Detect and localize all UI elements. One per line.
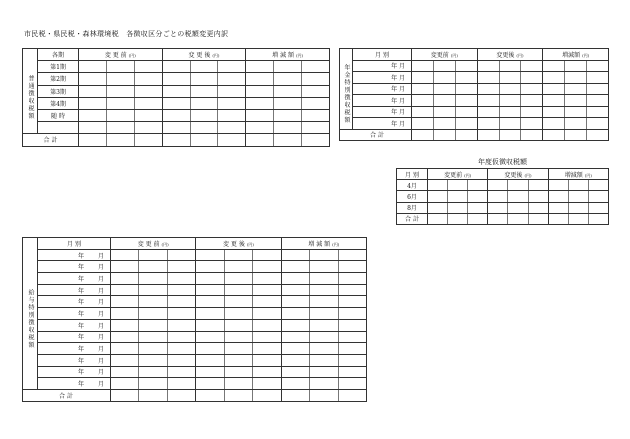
amount-cell (162, 134, 246, 146)
col-before: 変更前 (円) (428, 169, 488, 180)
col-before: 変 更 前 (円) (79, 49, 163, 61)
month-label: 年 月 (353, 72, 412, 84)
col-diff: 増減額 (円) (543, 49, 609, 61)
amount-cell (196, 261, 281, 273)
amount-cell (281, 366, 366, 378)
amount-cell (111, 261, 196, 273)
amount-cell (548, 213, 608, 224)
amount-cell (543, 129, 609, 141)
amount-cell (111, 284, 196, 296)
pension-side-label: 年金特別徴収税額 (340, 60, 353, 129)
month-label: 年 月 (38, 273, 111, 285)
amount-cell (111, 343, 196, 355)
amount-cell (477, 60, 543, 72)
amount-cell (477, 83, 543, 95)
amount-cell (412, 129, 478, 141)
month-label: 8月 (397, 202, 428, 213)
col-diff: 増 減 額 (円) (246, 49, 330, 61)
pension-head: 月 別 (353, 49, 412, 61)
month-label: 年 月 (38, 308, 111, 320)
amount-cell (246, 85, 330, 97)
amount-cell (543, 60, 609, 72)
amount-cell (196, 366, 281, 378)
ordinary-side-label: 普通徴収税額 (23, 61, 38, 134)
col-after: 変 更 後 (円) (196, 238, 281, 250)
amount-cell (246, 122, 330, 134)
amount-cell (412, 118, 478, 130)
amount-cell (477, 72, 543, 84)
month-label: 6月 (397, 191, 428, 202)
amount-cell (162, 73, 246, 85)
amount-cell (428, 202, 488, 213)
salary-head: 月 別 (38, 238, 111, 250)
total-label: 合 計 (340, 129, 412, 141)
amount-cell (111, 273, 196, 285)
month-label: 年 月 (353, 118, 412, 130)
amount-cell (79, 109, 163, 121)
total-label: 合 計 (23, 389, 111, 401)
amount-cell (111, 308, 196, 320)
amount-cell (428, 180, 488, 191)
amount-cell (162, 122, 246, 134)
month-label: 年 月 (38, 261, 111, 273)
amount-cell (543, 118, 609, 130)
col-before: 変 更 前 (円) (111, 238, 196, 250)
amount-cell (79, 122, 163, 134)
amount-cell (196, 354, 281, 366)
month-label: 年 月 (38, 331, 111, 343)
month-label: 年 月 (353, 95, 412, 107)
amount-cell (548, 180, 608, 191)
amount-cell (477, 95, 543, 107)
month-label: 年 月 (353, 60, 412, 72)
amount-cell (281, 249, 366, 261)
amount-cell (196, 343, 281, 355)
amount-cell (412, 60, 478, 72)
col-diff: 増 減 額 (円) (281, 238, 366, 250)
amount-cell (488, 180, 548, 191)
amount-cell (111, 249, 196, 261)
month-label: 年 月 (38, 378, 111, 390)
amount-cell (246, 73, 330, 85)
amount-cell (477, 118, 543, 130)
amount-cell (196, 319, 281, 331)
period-label: 第3期 (38, 85, 79, 97)
amount-cell (412, 106, 478, 118)
period-label (38, 122, 79, 134)
amount-cell (162, 109, 246, 121)
provisional-collection-table (396, 168, 609, 225)
pension-collection-table (339, 48, 609, 141)
amount-cell (111, 331, 196, 343)
amount-cell (543, 106, 609, 118)
provisional-title: 年度仮徴収税額 (478, 158, 527, 166)
amount-cell (162, 61, 246, 73)
amount-cell (412, 72, 478, 84)
amount-cell (412, 95, 478, 107)
amount-cell (543, 83, 609, 95)
month-label: 年 月 (38, 284, 111, 296)
amount-cell (488, 213, 548, 224)
month-label: 年 月 (38, 319, 111, 331)
amount-cell (281, 389, 366, 401)
amount-cell (281, 261, 366, 273)
amount-cell (196, 308, 281, 320)
amount-cell (246, 97, 330, 109)
amount-cell (196, 331, 281, 343)
amount-cell (162, 97, 246, 109)
provisional-head: 月 別 (397, 169, 428, 180)
amount-cell (111, 389, 196, 401)
amount-cell (281, 319, 366, 331)
amount-cell (488, 191, 548, 202)
month-label: 年 月 (353, 83, 412, 95)
month-label: 年 月 (38, 366, 111, 378)
amount-cell (196, 249, 281, 261)
period-label: 第2期 (38, 73, 79, 85)
month-label: 年 月 (38, 354, 111, 366)
col-before: 変更前 (円) (412, 49, 478, 61)
amount-cell (196, 296, 281, 308)
amount-cell (281, 273, 366, 285)
amount-cell (412, 83, 478, 95)
amount-cell (543, 95, 609, 107)
amount-cell (428, 213, 488, 224)
amount-cell (281, 378, 366, 390)
month-label: 年 月 (38, 343, 111, 355)
salary-side-label: 給与特別徴収税額 (23, 249, 38, 389)
amount-cell (196, 284, 281, 296)
amount-cell (111, 319, 196, 331)
month-label: 年 月 (353, 106, 412, 118)
amount-cell (428, 191, 488, 202)
amount-cell (79, 61, 163, 73)
amount-cell (281, 331, 366, 343)
col-after: 変 更 後 (円) (162, 49, 246, 61)
ordinary-collection-table (22, 48, 330, 147)
total-label: 合 計 (23, 134, 79, 146)
period-label: 随 時 (38, 109, 79, 121)
total-label: 合 計 (397, 213, 428, 224)
amount-cell (281, 354, 366, 366)
amount-cell (111, 366, 196, 378)
amount-cell (246, 61, 330, 73)
amount-cell (281, 296, 366, 308)
month-label: 年 月 (38, 296, 111, 308)
amount-cell (111, 296, 196, 308)
amount-cell (477, 129, 543, 141)
month-label: 4月 (397, 180, 428, 191)
amount-cell (79, 85, 163, 97)
amount-cell (281, 343, 366, 355)
amount-cell (79, 97, 163, 109)
amount-cell (79, 134, 163, 146)
amount-cell (196, 378, 281, 390)
amount-cell (477, 106, 543, 118)
period-label: 第1期 (38, 61, 79, 73)
amount-cell (246, 134, 330, 146)
amount-cell (548, 202, 608, 213)
col-after: 変更後 (円) (477, 49, 543, 61)
col-diff: 増減額 (円) (548, 169, 608, 180)
page-title: 市民税・県民税・森林環境税 各徴収区分ごとの税額変更内訳 (24, 30, 229, 38)
amount-cell (246, 109, 330, 121)
salary-collection-table (22, 237, 367, 402)
col-after: 変更後 (円) (488, 169, 548, 180)
ordinary-head: 各期 (38, 49, 79, 61)
amount-cell (111, 378, 196, 390)
amount-cell (111, 354, 196, 366)
amount-cell (281, 284, 366, 296)
amount-cell (196, 389, 281, 401)
amount-cell (281, 308, 366, 320)
amount-cell (79, 73, 163, 85)
amount-cell (548, 191, 608, 202)
amount-cell (196, 273, 281, 285)
amount-cell (162, 85, 246, 97)
period-label: 第4期 (38, 97, 79, 109)
month-label: 年 月 (38, 249, 111, 261)
amount-cell (543, 72, 609, 84)
amount-cell (488, 202, 548, 213)
